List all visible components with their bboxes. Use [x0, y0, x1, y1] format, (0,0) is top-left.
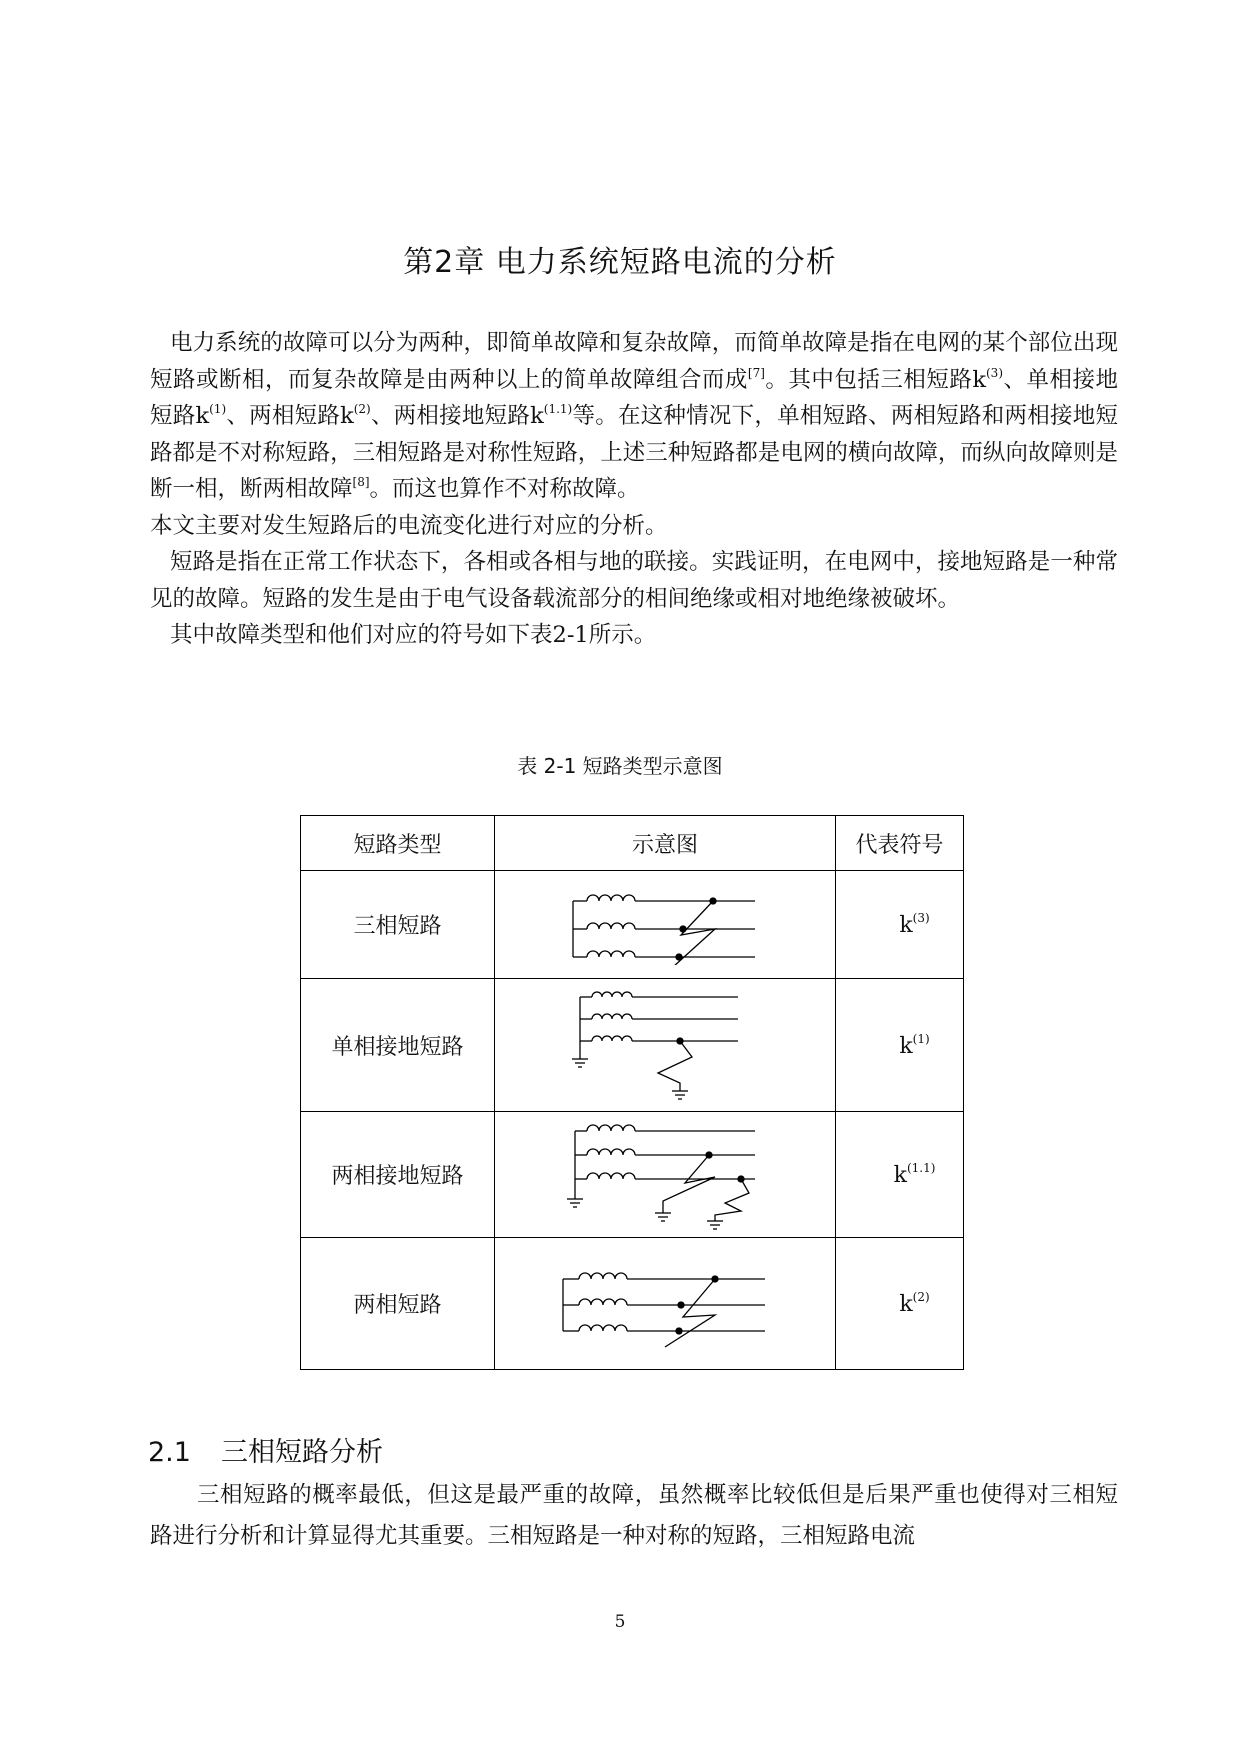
- row-symbol: $k^{(2)}$: [836, 1238, 964, 1370]
- intro-paragraph-3: 其中故障类型和他们对应的符号如下表2-1所示。: [170, 622, 657, 648]
- table-row: [301, 1112, 964, 1238]
- single-phase-ground-diagram: [495, 979, 836, 1112]
- header-symbol: 代表符号: [836, 816, 964, 871]
- table-row: [301, 979, 964, 1112]
- section-heading: [148, 1430, 383, 1469]
- two-phase-short-diagram: [555, 1259, 775, 1349]
- section-paragraph: 三相短路的概率最低，但这是最严重的故障，虽然概率比较低但是后果严重也使得对三相短路进行分析和计算显得尤其重要。三相短路是一种对称的短路，三相短路电流: [150, 1482, 1118, 1549]
- table-row: [301, 1238, 964, 1370]
- header-type: 短路类型: [301, 816, 495, 871]
- row-type: 三相短路: [301, 871, 495, 979]
- fault-type-table: [300, 815, 964, 1370]
- row-symbol: $k^{(1)}$: [836, 979, 964, 1112]
- section-text: [150, 1475, 1118, 1557]
- row-type: 单相接地短路: [301, 979, 495, 1112]
- chapter-title: 第2章 电力系统短路电流的分析: [403, 245, 837, 280]
- section-title: 三相短路分析: [220, 1437, 383, 1468]
- intro-paragraph-1-end: 本文主要对发生短路后的电流变化进行对应的分析。: [150, 512, 668, 539]
- row-symbol: $k^{(3)}$: [836, 871, 964, 979]
- table-caption: 表 2-1 短路类型示意图: [517, 754, 723, 778]
- page-number: 5: [614, 1612, 626, 1632]
- three-phase-short-diagram: [565, 885, 765, 965]
- section-number: 2.1: [148, 1437, 191, 1468]
- two-phase-ground-short-diagram: [565, 1117, 765, 1233]
- intro-paragraph-1: 电力系统的故障可以分为两种，即简单故障和复杂故障，而简单故障是指在电网的某个部位出现短路或断相，而复杂故障是由两种以上的简单故障组合而成[7]。其中包括三相短路$k^{(3)}$、单相接地短路$k^{(1)}$、两相短路$k^{(2)}$、两相接地短路$k^{(1.1)}$等。在这种情况下，单相短路、两相短路和两相接地短路都是不对称短路，三相短路是对称性短路，上述三种短路都是电网的横向故障，而纵向故障则是断一相，断两相故障[8]。而这也算作不对称故障。: [150, 330, 1118, 502]
- row-type: 两相接地短路: [301, 1112, 495, 1238]
- table-header-row: [301, 816, 964, 871]
- row-symbol: $k^{(1.1)}$: [836, 1112, 964, 1238]
- header-diagram: 示意图: [495, 816, 836, 871]
- three-phase-diagram: [495, 871, 836, 979]
- two-phase-diagram: [495, 1238, 836, 1370]
- single-phase-ground-short-diagram: [570, 985, 760, 1105]
- intro-paragraph-2: 短路是指在正常工作状态下，各相或各相与地的联接。实践证明，在电网中，接地短路是一种常见的故障。短路的发生是由于电气设备载流部分的相间绝缘或相对地绝缘被破坏。: [150, 549, 1118, 612]
- row-type: 两相短路: [301, 1238, 495, 1370]
- two-phase-ground-diagram: [495, 1112, 836, 1238]
- table-row: [301, 871, 964, 979]
- intro-text: [150, 325, 1118, 654]
